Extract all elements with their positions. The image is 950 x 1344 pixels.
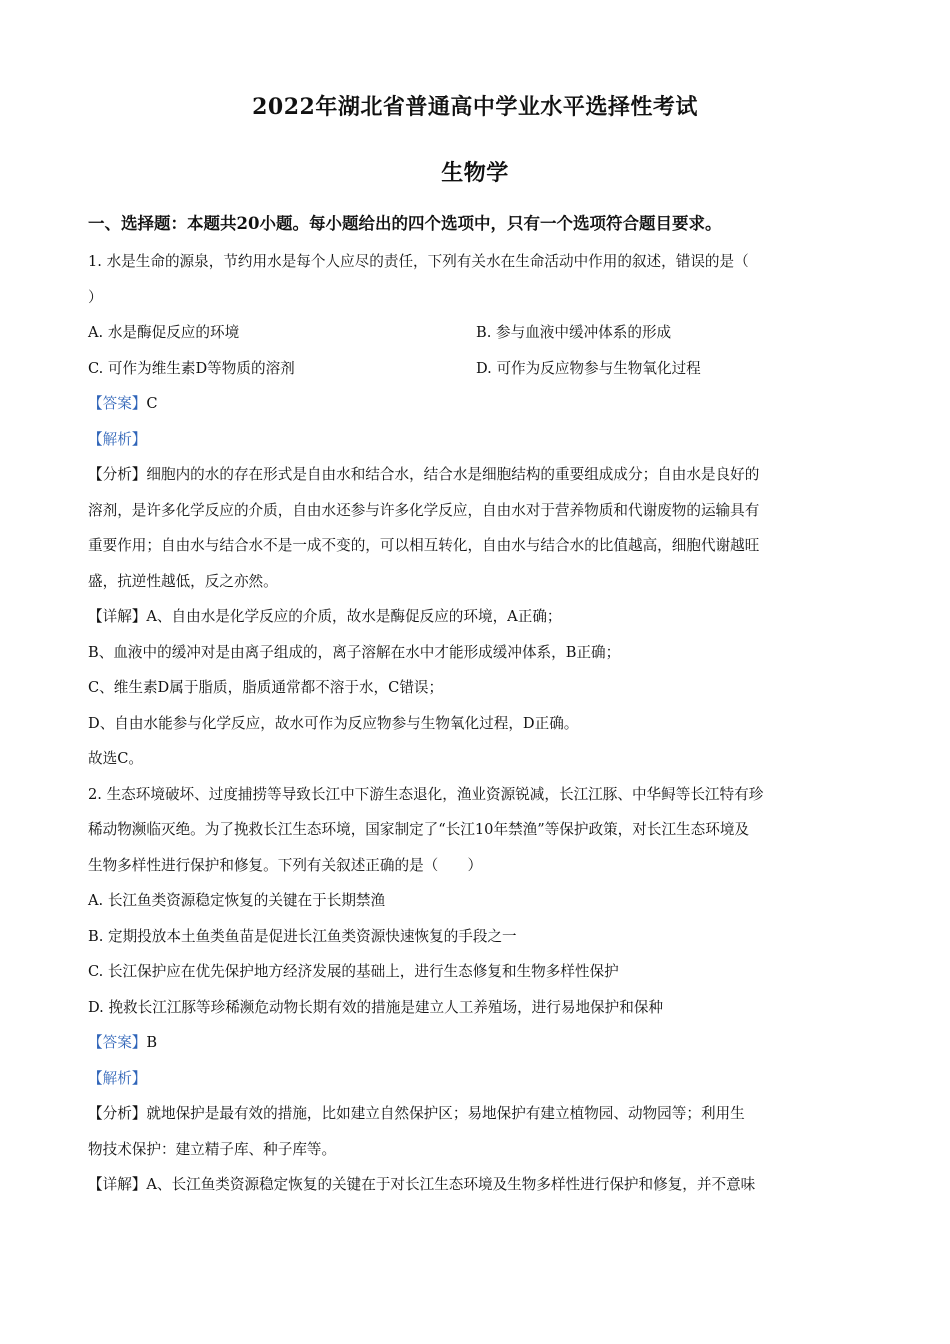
detail-text: A、长江鱼类资源稳定恢复的关键在于对长江生态环境及生物多样性进行保护和修复，并不意味 (146, 1176, 756, 1193)
analysis-tag: 【解析】 (88, 430, 147, 448)
question-stem-line: 生物多样性进行保护和修复。下列有关叙述正确的是（ ） (88, 856, 483, 874)
fenxi-line: 物技术保护：建立精子库、种子库等。 (88, 1140, 337, 1158)
fenxi-text: 细胞内的水的存在形式是自由水和结合水，结合水是细胞结构的重要组成成分；自由水是良好的 (146, 466, 760, 483)
fenxi-line: 溶剂，是许多化学反应的介质，自由水还参与许多化学反应，自由水对于营养物质和代谢废物的运输具有 (88, 501, 760, 519)
question-stem-line: ） (88, 288, 103, 306)
analysis-line (88, 422, 868, 458)
option-c: C. 可作为维生素D等物质的溶剂 (88, 359, 295, 377)
options-row (88, 315, 868, 351)
fenxi-tag: 【分析】 (88, 466, 147, 483)
page-subtitle: 生物学 (441, 160, 509, 186)
page-title: 2022年湖北省普通高中学业水平选择性考试 (252, 94, 698, 120)
answer-line (88, 1025, 868, 1061)
detail-tag: 【详解】 (88, 1176, 147, 1193)
fenxi-tag: 【分析】 (88, 1105, 147, 1122)
option-a: A. 水是酶促反应的环境 (88, 324, 240, 341)
fenxi-line (88, 457, 868, 493)
detail-line (88, 1167, 868, 1203)
options-row (88, 351, 868, 387)
document-body (88, 244, 868, 1203)
question-stem-line: 稀动物濒临灭绝。为了挽救长江生态环境，国家制定了“长江10年禁渔”等保护政策，对长江生态环境及 (88, 821, 750, 838)
detail-line (88, 599, 868, 635)
detail-tag: 【详解】 (88, 608, 147, 625)
fenxi-text: 就地保护是最有效的措施，比如建立自然保护区；易地保护有建立植物园、动物园等；利用生 (146, 1105, 745, 1122)
question-2 (88, 777, 868, 1203)
option-d: D. 挽救长江江豚等珍稀濒危动物长期有效的措施是建立人工养殖场，进行易地保护和保种 (88, 998, 664, 1016)
answer-tag: 【答案】 (88, 395, 147, 412)
analysis-line (88, 1061, 868, 1097)
option-a: A. 长江鱼类资源稳定恢复的关键在于长期禁渔 (88, 892, 386, 909)
conclusion-line: 故选C。 (88, 750, 143, 767)
detail-text: A、自由水是化学反应的介质，故水是酶促反应的环境，A正确； (146, 608, 562, 625)
fenxi-line: 重要作用；自由水与结合水不是一成不变的，可以相互转化，自由水与结合水的比值越高，细胞代谢越旺 (88, 537, 760, 554)
detail-line: C、维生素D属于脂质，脂质通常都不溶于水，C错误； (88, 679, 444, 696)
question-stem-line: 2. 生态环境破坏、过度捕捞等导致长江中下游生态退化，渔业资源锐减，长江江豚、中华鲟等长江特有珍 (88, 785, 764, 803)
fenxi-line: 盛，抗逆性越低，反之亦然。 (88, 572, 278, 590)
answer-line (88, 386, 868, 422)
answer-value: B (146, 1034, 158, 1051)
question-1 (88, 244, 868, 777)
answer-tag: 【答案】 (88, 1034, 147, 1051)
option-c: C. 长江保护应在优先保护地方经济发展的基础上，进行生态修复和生物多样性保护 (88, 963, 619, 980)
detail-line: B、血液中的缓冲对是由离子组成的，离子溶解在水中才能形成缓冲体系，B正确； (88, 643, 621, 661)
option-b: B. 定期投放本土鱼类鱼苗是促进长江鱼类资源快速恢复的手段之一 (88, 927, 517, 945)
fenxi-line (88, 1096, 868, 1132)
section-heading: 一、选择题：本题共20小题。每小题给出的四个选项中，只有一个选项符合题目要求。 (88, 214, 722, 233)
option-b: B. 参与血液中缓冲体系的形成 (476, 324, 672, 341)
option-d: D. 可作为反应物参与生物氧化过程 (476, 359, 701, 377)
analysis-tag: 【解析】 (88, 1069, 147, 1087)
answer-value: C (146, 395, 158, 412)
question-stem-line: 1. 水是生命的源泉，节约用水是每个人应尽的责任，下列有关水在生命活动中作用的叙述，错误的是（ (88, 253, 749, 270)
detail-line: D、自由水能参与化学反应，故水可作为反应物参与生物氧化过程，D正确。 (88, 714, 579, 732)
